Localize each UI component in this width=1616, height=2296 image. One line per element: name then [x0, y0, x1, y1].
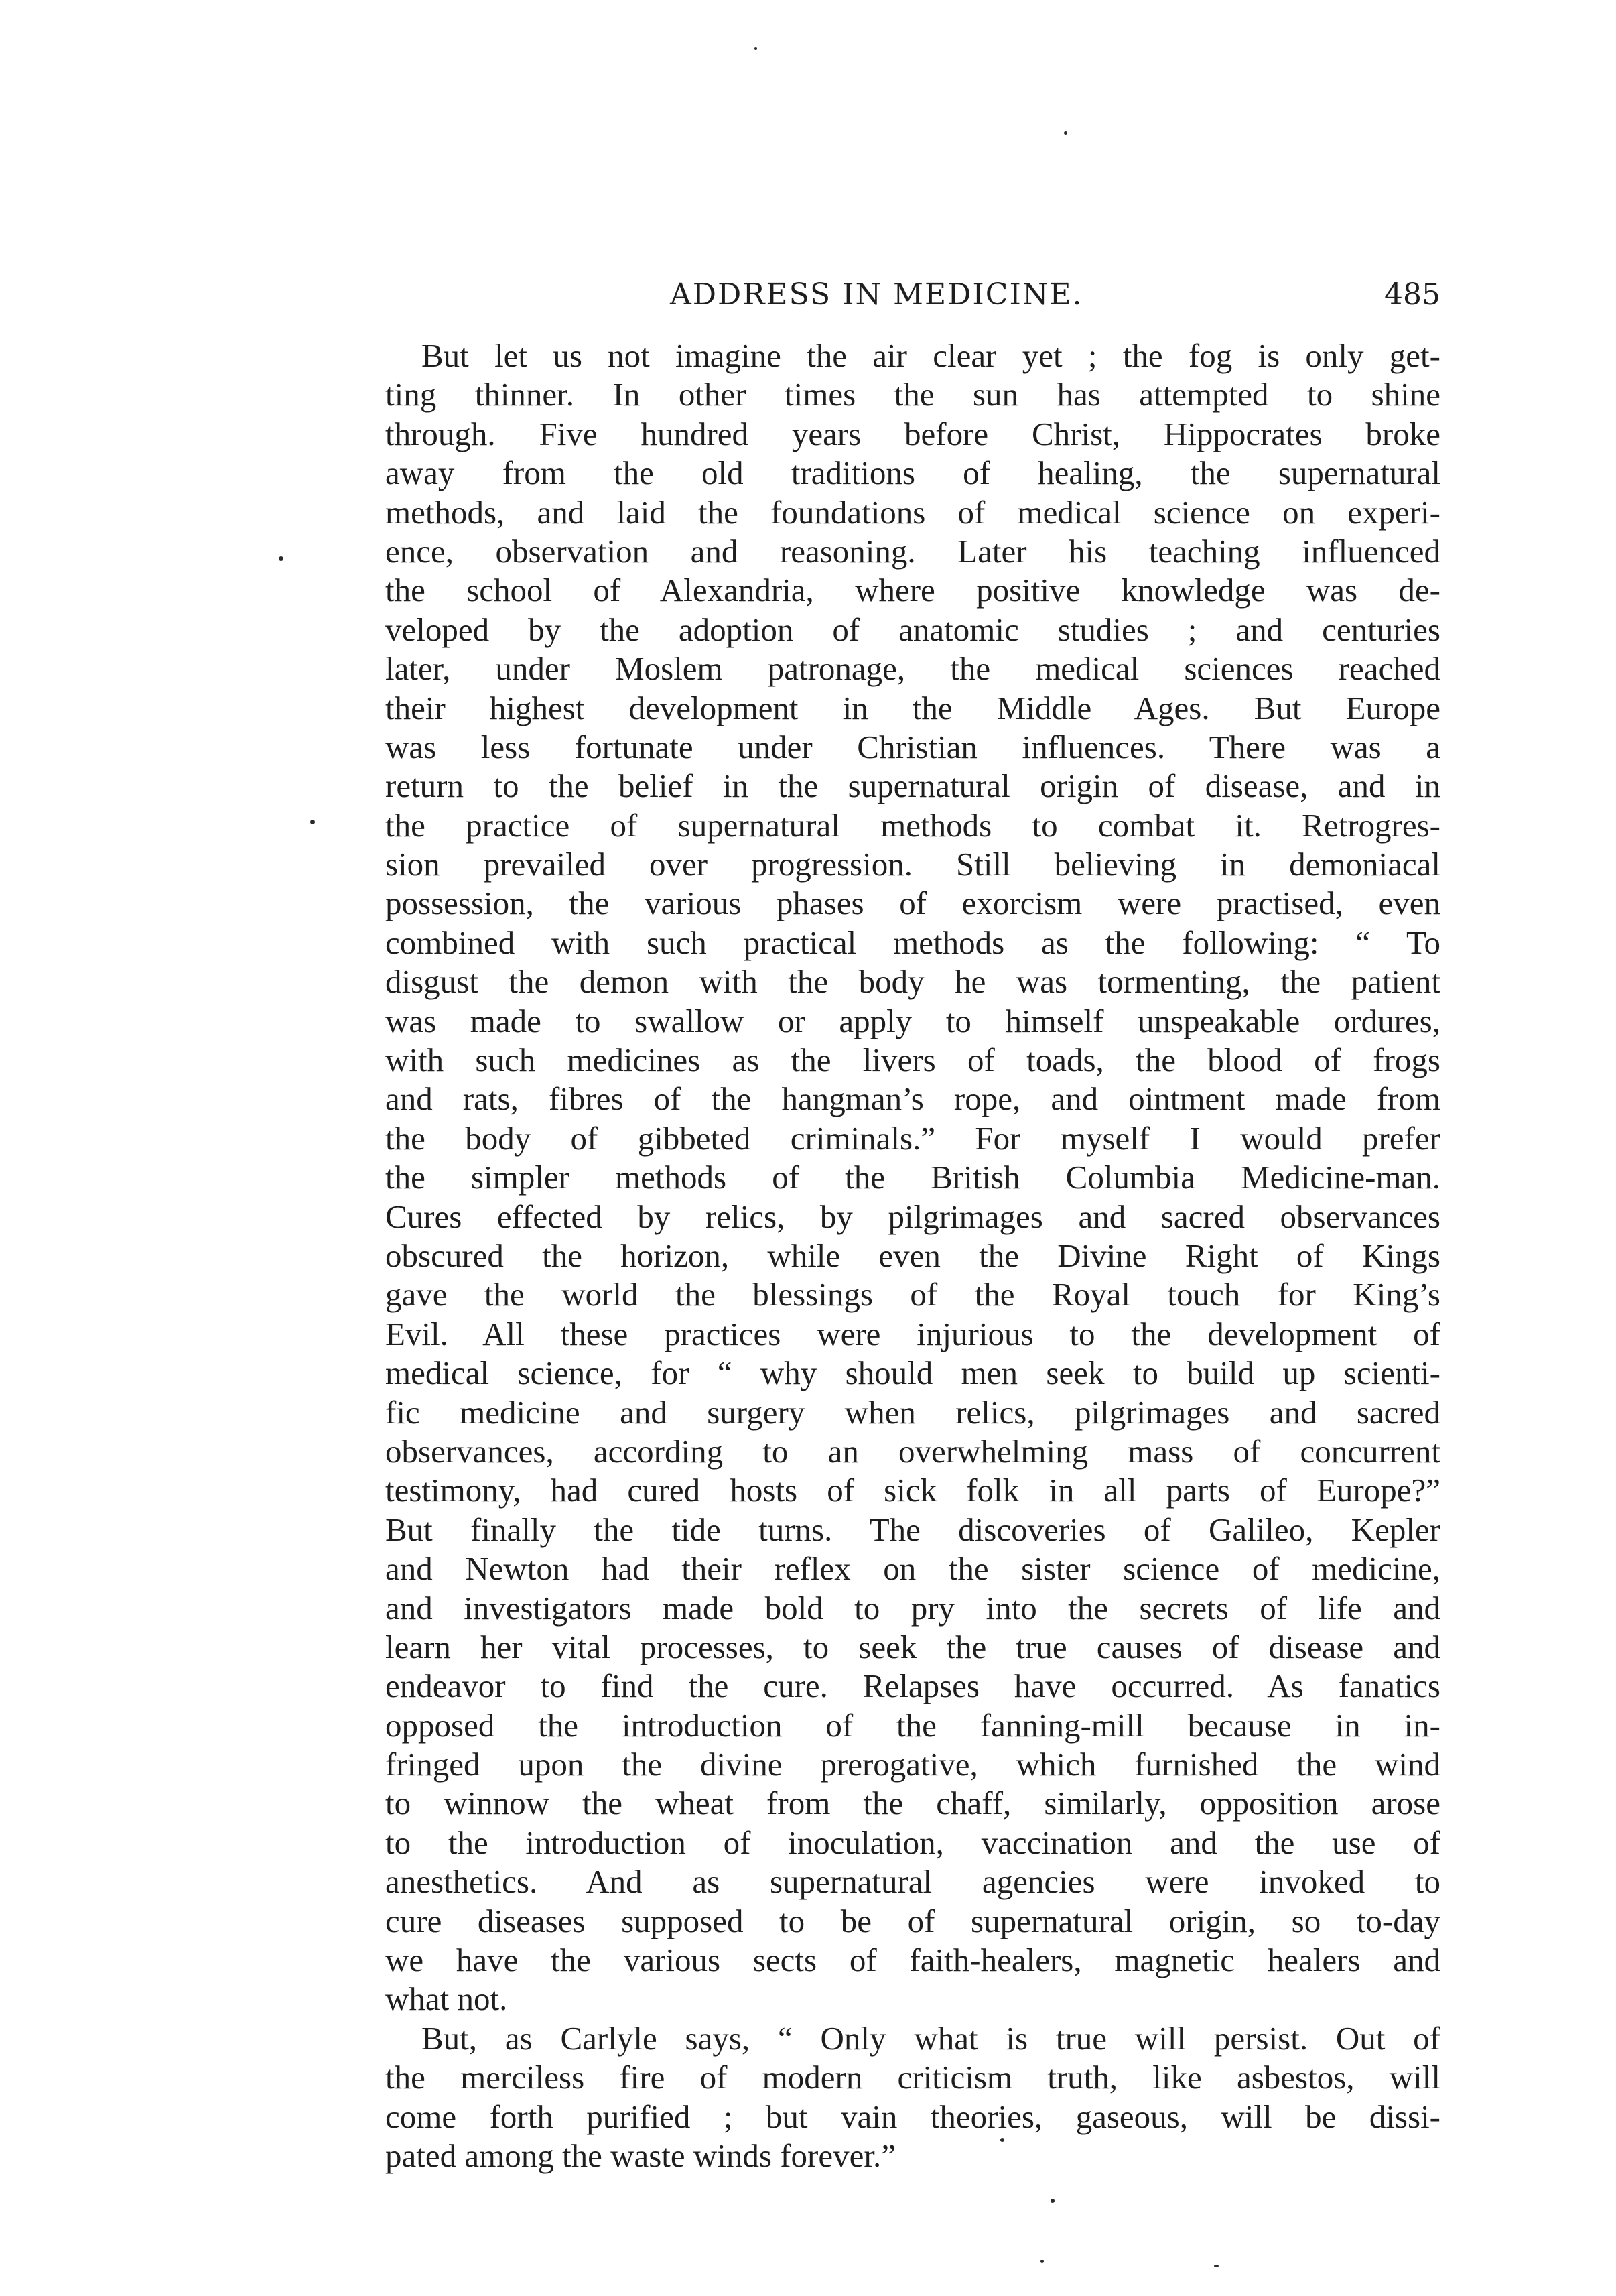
text-line: fringed upon the divine prerogative, which furnished the wind	[385, 1746, 1440, 1783]
text-line: the practice of supernatural methods to combat it. Retrogres-	[385, 806, 1440, 844]
text-line: ting thinner. In other times the sun has attempted to shine	[385, 376, 1440, 413]
text-line: Evil. All these practices were injurious to the development of	[385, 1315, 1440, 1352]
text-line: veloped by the adoption of anatomic studies ; and centuries	[385, 611, 1440, 648]
text-line: and investigators made bold to pry into the secrets of life and	[385, 1589, 1440, 1627]
body-text	[385, 336, 1440, 2175]
text-line: through. Five hundred years before Christ, Hippocrates broke	[385, 415, 1440, 452]
text-line: fic medicine and surgery when relics, pilgrimages and sacred	[385, 1393, 1440, 1431]
scan-speck	[1000, 2138, 1004, 2142]
text-line: But finally the tide turns. The discoveries of Galileo, Kepler	[385, 1511, 1440, 1548]
text-line: Cures effected by relics, by pilgrimages and sacred observances	[385, 1198, 1440, 1235]
text-line: later, under Moslem patronage, the medical sciences reached	[385, 650, 1440, 688]
text-line: the merciless fire of modern criticism truth, like asbestos, will	[385, 2059, 1440, 2096]
text-line: and rats, fibres of the hangman’s rope, and ointment made from	[385, 1080, 1440, 1118]
text-line: gave the world the blessings of the Royal touch for King’s	[385, 1276, 1440, 1314]
text-line: opposed the introduction of the fanning-mill because in in-	[385, 1706, 1440, 1744]
scan-speck	[1040, 2260, 1044, 2263]
text-line: what not.	[385, 1980, 508, 2018]
text-line: we have the various sects of faith-healers, magnetic healers and	[385, 1941, 1440, 1979]
scan-speck	[279, 556, 283, 561]
text-line: observances, according to an overwhelming mass of concurrent	[385, 1432, 1440, 1470]
text-line: the simpler methods of the British Columbia Medicine-man.	[385, 1159, 1440, 1196]
text-line: anesthetics. And as supernatural agencies were invoked to	[385, 1863, 1440, 1901]
text-line: disgust the demon with the body he was tormenting, the patient	[385, 963, 1440, 1001]
text-line: possession, the various phases of exorcism were practised, even	[385, 885, 1440, 922]
scan-speck	[1214, 2265, 1219, 2267]
text-line: But let us not imagine the air clear yet ; the fog is only get-	[421, 337, 1440, 374]
scan-speck	[1064, 131, 1067, 135]
text-line: to winnow the wheat from the chaff, similarly, opposition arose	[385, 1785, 1440, 1822]
text-line: ence, observation and reasoning. Later his teaching influenced	[385, 532, 1440, 570]
text-line: But, as Carlyle says, “ Only what is true will persist. Out of	[421, 2019, 1440, 2057]
scan-speck	[310, 820, 315, 824]
text-line: pated among the waste winds forever.”	[385, 2136, 896, 2174]
text-line: the school of Alexandria, where positive knowledge was de-	[385, 572, 1440, 609]
text-line: return to the belief in the supernatural origin of disease, and in	[385, 767, 1440, 805]
text-line: to the introduction of inoculation, vaccination and the use of	[385, 1824, 1440, 1861]
text-line: was less fortunate under Christian influences. There was a	[385, 728, 1440, 765]
text-line: learn her vital processes, to seek the true causes of disease and	[385, 1628, 1440, 1665]
text-line: combined with such practical methods as the following: “ To	[385, 923, 1440, 961]
text-line: their highest development in the Middle Ages. But Europe	[385, 689, 1440, 726]
text-line: methods, and laid the foundations of medical science on experi-	[385, 493, 1440, 531]
scan-speck	[1051, 2199, 1055, 2203]
scan-speck	[754, 47, 757, 50]
text-line: obscured the horizon, while even the Divine Right of Kings	[385, 1236, 1440, 1274]
text-line: and Newton had their reflex on the sister science of medicine,	[385, 1550, 1440, 1588]
text-line: with such medicines as the livers of toads, the blood of frogs	[385, 1041, 1440, 1079]
text-line: medical science, for “ why should men seek to build up scienti-	[385, 1354, 1440, 1392]
text-line: sion prevailed over progression. Still believing in demoniacal	[385, 846, 1440, 883]
text-line: was made to swallow or apply to himself unspeakable ordures,	[385, 1002, 1440, 1039]
text-line: the body of gibbeted criminals.” For myself I would prefer	[385, 1119, 1440, 1157]
text-line: come forth purified ; but vain theories, gaseous, will be dissi-	[385, 2098, 1440, 2135]
text-line: away from the old traditions of healing, the supernatural	[385, 454, 1440, 492]
text-line: testimony, had cured hosts of sick folk in all parts of Europe?”	[385, 1472, 1440, 1509]
text-line: endeavor to find the cure. Relapses have occurred. As fanatics	[385, 1667, 1440, 1705]
text-line: cure diseases supposed to be of supernatural origin, so to-day	[385, 1902, 1440, 1939]
running-head-title: ADDRESS IN MEDICINE.	[670, 277, 1083, 312]
page-number: 485	[1384, 277, 1440, 312]
running-head	[389, 268, 1440, 322]
